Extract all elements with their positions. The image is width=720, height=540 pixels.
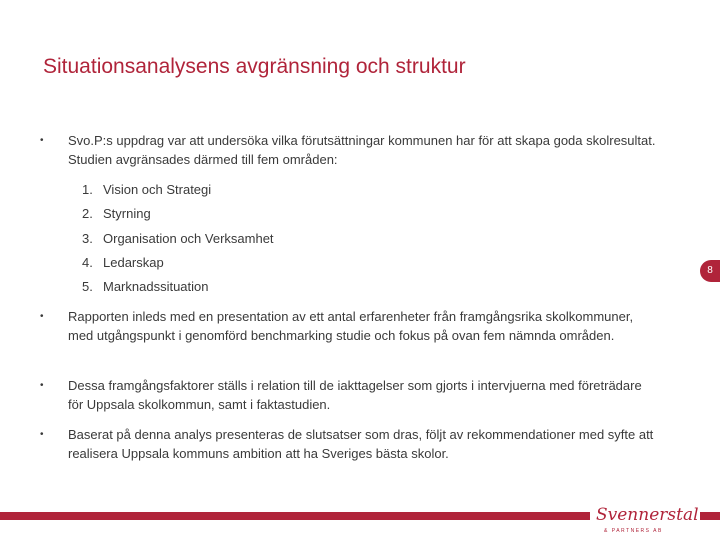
bullet-report-intro [40,307,660,345]
bullet-text: Baserat på denna analys presenteras de slutsatser som dras, följt av rekommendationer med syfte att realisera Uppsala kommuns ambition att ha Sveriges bästa skolor. [68,427,654,461]
bullet-success-factors [40,376,660,414]
area-item [82,253,274,277]
company-logo [590,496,700,536]
area-label: Ledarskap [103,254,164,270]
bullet-dot: • [40,311,44,322]
area-number: 5. [82,279,93,295]
logo-graphic [590,496,700,536]
area-label: Vision och Strategi [103,182,212,197]
bullet-intro [40,131,660,169]
bullet-text: Dessa framgångsfaktorer ställs i relation till de iakttagelser som gjorts i intervjuerna med företrädare för Uppsala skolkommun, samt i faktastudien. [68,378,642,412]
area-number: 2. [82,206,93,222]
area-item [82,180,274,204]
logo-subtitle: & PARTNERS AB [604,528,663,534]
page-number-badge: 8 [700,260,720,282]
bullet-dot: • [40,429,44,440]
area-number: 3. [82,230,93,246]
area-item [82,277,274,301]
area-list [82,180,274,301]
area-label: Marknadssituation [103,279,209,295]
slide-title: Situationsanalysens avgränsning och struktur [43,55,466,78]
bullet-dot: • [40,380,44,391]
area-number: 4. [82,254,93,270]
area-number: 1. [82,182,93,197]
bullet-conclusions [40,425,660,463]
bullet-text: Rapporten inleds med en presentation av ett antal erfarenheter från framgångsrika skolkommuner, med utgångspunkt i genomförd benchmarking studie och fokus på ovan fem nämnda områden. [68,309,634,343]
logo-wordmark: Svennerstal [596,505,699,525]
area-item [82,204,274,228]
area-label: Organisation och Verksamhet [103,230,274,246]
area-item [82,229,274,253]
bullet-text: Svo.P:s uppdrag var att undersöka vilka förutsättningar kommunen har för att skapa goda skolresultat. Studien avgränsades därmed till fem områden: [68,133,656,167]
bullet-dot: • [40,135,44,146]
area-label: Styrning [103,206,151,222]
